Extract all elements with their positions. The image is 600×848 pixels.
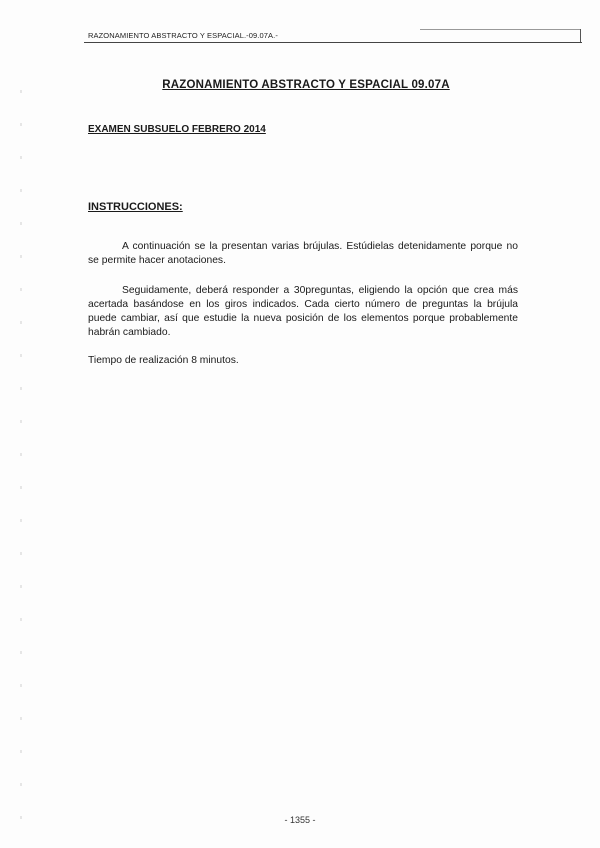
header-rule-top [420, 29, 580, 30]
running-header: RAZONAMIENTO ABSTRACTO Y ESPACIAL.-09.07A.- [88, 31, 278, 40]
instructions-paragraph-3: Tiempo de realización 8 minutos. [88, 355, 239, 366]
header-rule [84, 42, 582, 43]
instructions-paragraph-2: Seguidamente, deberá responder a 30preguntas, eligiendo la opción que crea más acertada basándose en los giros indicados. Cada cierto número de preguntas la brújula puede cambiar, así que estudie la nueva posición de los elementos porque probablemente habrán cambiado. [88, 285, 518, 338]
document-title: RAZONAMIENTO ABSTRACTO Y ESPACIAL 09.07A [162, 79, 450, 91]
instructions-paragraph-1: A continuación se la presentan varias brújulas. Estúdielas detenidamente porque no se permite hacer anotaciones. [88, 241, 518, 266]
instructions-heading: INSTRUCCIONES: [88, 201, 183, 213]
header-rule-tick [580, 29, 581, 43]
page-number: - 1355 - [284, 815, 316, 825]
scan-edge-marks [20, 60, 22, 820]
exam-subtitle: EXAMEN SUBSUELO FEBRERO 2014 [88, 124, 266, 135]
